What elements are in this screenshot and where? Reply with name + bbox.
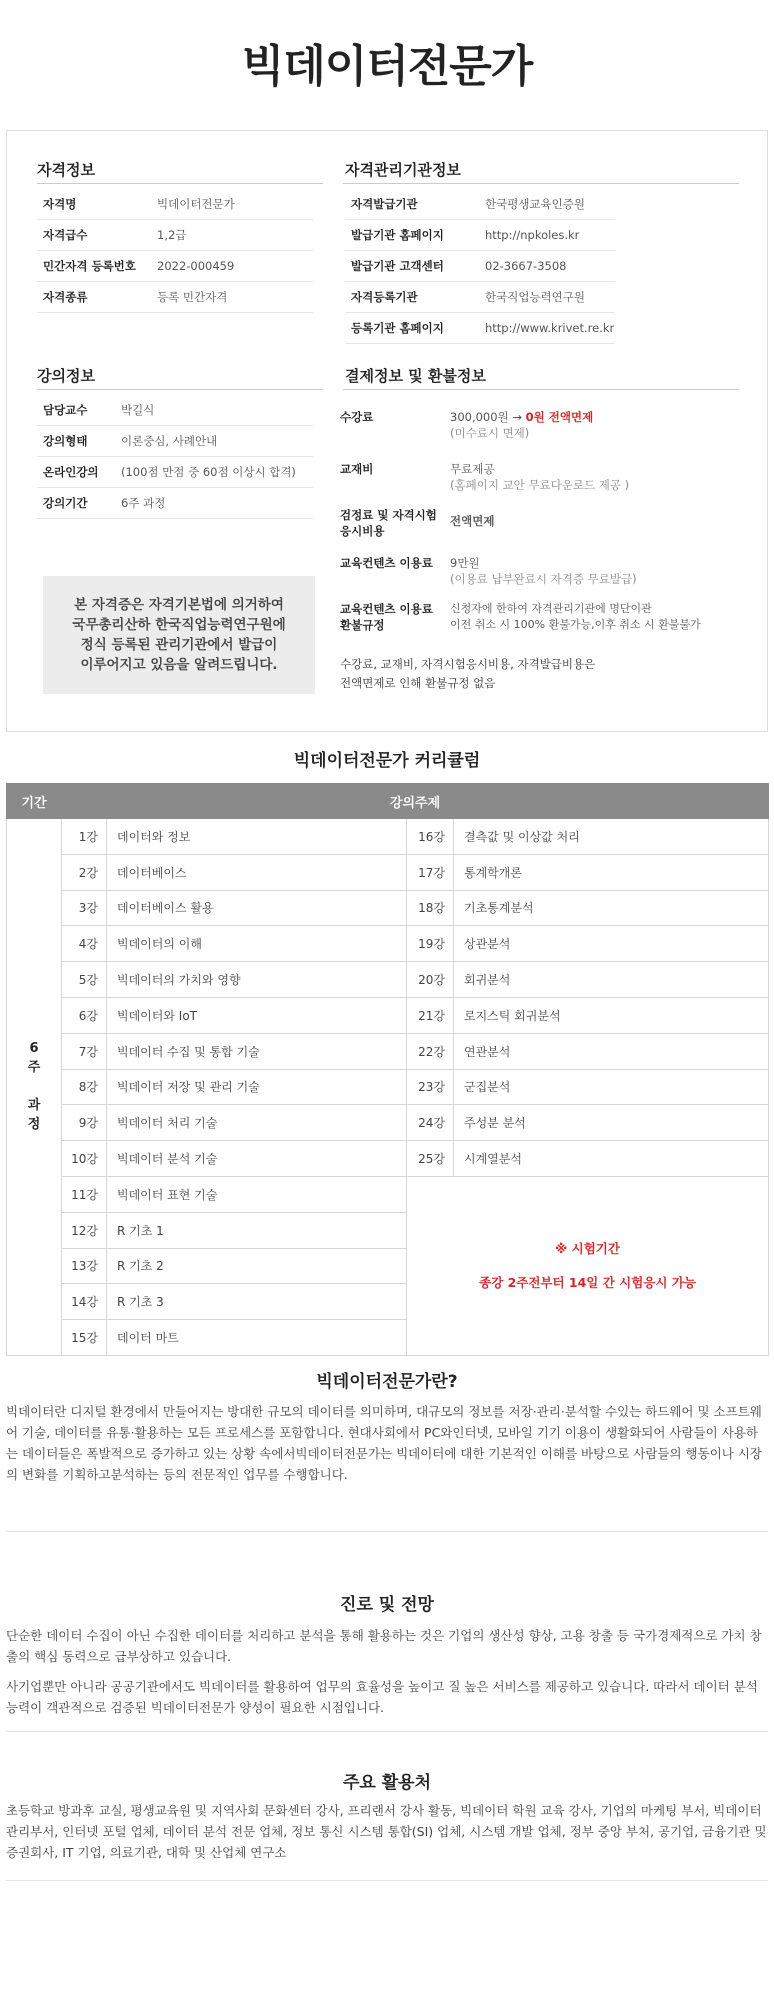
refund-row bbox=[340, 601, 760, 635]
row-value: 박길식 bbox=[121, 403, 155, 417]
lecture-number: 24강 bbox=[407, 1105, 454, 1141]
notice-box bbox=[43, 576, 315, 694]
row-label: 자격명 bbox=[43, 197, 77, 211]
career-paragraph: 단순한 데이터 수집이 아닌 수집한 데이터를 처리하고 분석을 통해 활용하는 것은 기업의 생산성 향상, 고용 창출 등 국가경제적으로 가치 창출의 핵심 동력으로 급부상하고 있습니다. bbox=[6, 1628, 762, 1664]
row-label: 등록기관 홈페이지 bbox=[351, 321, 444, 335]
notice-line: 정식 등록된 관리기관에서 발급이 bbox=[80, 637, 278, 653]
row-label: 자격종류 bbox=[43, 290, 88, 304]
lecture-number: 10강 bbox=[62, 1141, 107, 1177]
lecture-number: 15강 bbox=[62, 1320, 107, 1356]
lecture-topic: 데이터베이스 bbox=[107, 854, 407, 890]
usage-title: 주요 활용처 bbox=[342, 1773, 432, 1793]
row-value: 2022-000459 bbox=[157, 259, 235, 273]
lecture-number: 2강 bbox=[62, 854, 107, 890]
content-fee-label: 교육컨텐츠 이용료 bbox=[340, 556, 433, 570]
row-value: 이론중심, 사례안내 bbox=[121, 434, 218, 448]
agency-row bbox=[345, 282, 615, 313]
cert-row bbox=[37, 220, 313, 251]
exam-period-title: ※ 시험기간 bbox=[555, 1240, 620, 1256]
table-header-row bbox=[7, 784, 769, 819]
exam-fee-row bbox=[340, 507, 760, 541]
row-value: (100점 만점 중 60점 이상시 합격) bbox=[121, 465, 296, 479]
period-text bbox=[7, 1077, 61, 1096]
exam-fee-label-line: 응시비용 bbox=[340, 524, 385, 538]
table-row bbox=[7, 854, 769, 890]
content-fee-row bbox=[340, 555, 760, 589]
lecture-topic: 데이터와 정보 bbox=[107, 819, 407, 855]
period-text: 정 bbox=[27, 1117, 41, 1133]
table-row bbox=[7, 1176, 769, 1212]
divider bbox=[6, 1880, 768, 1881]
row-label: 발급기관 홈페이지 bbox=[351, 228, 444, 242]
row-label: 민간자격 등록번호 bbox=[43, 259, 136, 273]
tuition-price: 300,000원 bbox=[450, 410, 509, 424]
content-fee-value bbox=[450, 555, 637, 587]
cert-row bbox=[37, 189, 313, 220]
row-value: 한국평생교육인증원 bbox=[485, 197, 585, 211]
row-label: 강의형태 bbox=[43, 434, 88, 448]
lecture-number: 4강 bbox=[62, 926, 107, 962]
table-row bbox=[7, 997, 769, 1033]
row-label: 온라인강의 bbox=[43, 465, 99, 479]
payment-info-heading: 결제정보 및 환불정보 bbox=[345, 367, 486, 385]
exam-fee-label-line: 검정료 및 자격시험 bbox=[340, 508, 437, 522]
refund-note bbox=[340, 655, 740, 693]
lecture-topic: 빅데이터 저장 및 관리 기술 bbox=[107, 1069, 407, 1105]
lecture-number: 22강 bbox=[407, 1033, 454, 1069]
arrow-icon: → bbox=[512, 410, 522, 424]
tuition-note: (미수료시 면제) bbox=[450, 426, 530, 440]
lecture-number: 18강 bbox=[407, 890, 454, 926]
lecture-number: 5강 bbox=[62, 962, 107, 998]
table-row bbox=[7, 1069, 769, 1105]
tuition-free-text: 0원 전액면제 bbox=[525, 410, 594, 424]
usage-paragraph: 초등학교 방과후 교실, 평생교육원 및 지역사회 문화센터 강사, 프리랜서 강사 활동, 빅데이터 학원 교육 강사, 기업의 마케팅 부서, 빅데이터 관리부서, 인터넷 포털 업체, 데이터 분석 전문 업체, 정보 통신 시스템 통합(SI) 업체, 시스템 개발 업체, 정부 중앙 부처, 공기업, 금융기관 및 증권회사, IT 기업, 의료기관, 대학 및 산업체 연구소 bbox=[6, 1803, 767, 1860]
career-title: 진로 및 전망 bbox=[340, 1595, 434, 1615]
lecture-number: 23강 bbox=[407, 1069, 454, 1105]
notice-line: 본 자격증은 자격기본법에 의거하여 bbox=[74, 597, 284, 613]
divider bbox=[37, 389, 323, 390]
info-box bbox=[6, 130, 768, 732]
lecture-topic: 빅데이터의 이해 bbox=[107, 926, 407, 962]
notice-line: 이루어지고 있음을 알려드립니다. bbox=[80, 657, 278, 673]
row-label: 자격급수 bbox=[43, 228, 88, 242]
exam-period-desc: 종강 2주전부터 14일 간 시험응시 가능 bbox=[479, 1274, 696, 1290]
lecture-topic: 빅데이터 분석 기술 bbox=[107, 1141, 407, 1177]
material-value bbox=[450, 461, 629, 493]
table-row bbox=[7, 819, 769, 855]
table-row bbox=[7, 926, 769, 962]
lecture-number: 21강 bbox=[407, 997, 454, 1033]
notice-line: 국무총리산하 한국직업능력연구원에 bbox=[72, 617, 286, 633]
lecture-info-heading: 강의정보 bbox=[37, 367, 95, 385]
table-row bbox=[7, 1141, 769, 1177]
row-label: 자격등록기관 bbox=[351, 290, 418, 304]
tuition-row bbox=[340, 409, 760, 443]
header-topic: 강의주제 bbox=[62, 784, 769, 819]
refund-label bbox=[340, 601, 450, 633]
table-row bbox=[7, 1033, 769, 1069]
lecture-topic: 로지스틱 회귀분석 bbox=[454, 997, 769, 1033]
lecture-topic: R 기초 2 bbox=[107, 1248, 407, 1284]
lecture-topic: 연관분석 bbox=[454, 1033, 769, 1069]
refund-note-line: 수강료, 교재비, 자격시험응시비용, 자격발급비용은 bbox=[340, 657, 596, 671]
divider bbox=[6, 1731, 768, 1732]
curriculum-body bbox=[7, 819, 769, 1356]
lecture-topic: 주성분 분석 bbox=[454, 1105, 769, 1141]
agency-row bbox=[345, 251, 615, 282]
lecture-number: 25강 bbox=[407, 1141, 454, 1177]
table-row bbox=[7, 890, 769, 926]
lecture-row bbox=[37, 488, 313, 519]
period-text: 주 bbox=[27, 1060, 41, 1076]
divider bbox=[343, 389, 739, 390]
lecture-topic: 데이터 마트 bbox=[107, 1320, 407, 1356]
lecture-number: 7강 bbox=[62, 1033, 107, 1069]
divider bbox=[343, 183, 739, 184]
lecture-topic: R 기초 3 bbox=[107, 1284, 407, 1320]
lecture-topic: 회귀분석 bbox=[454, 962, 769, 998]
refund-value-line: 신청자에 한하여 자격관리기관에 명단이관 bbox=[450, 602, 652, 615]
cert-row bbox=[37, 251, 313, 282]
lecture-topic: 기초통계분석 bbox=[454, 890, 769, 926]
refund-note-line: 전액면제로 인해 환불규정 없음 bbox=[340, 676, 496, 690]
row-value: 등록 민간자격 bbox=[157, 290, 228, 304]
exam-fee-label bbox=[340, 507, 450, 539]
content-fee-amount: 9만원 bbox=[450, 556, 480, 570]
lecture-topic: 군집분석 bbox=[454, 1069, 769, 1105]
lecture-topic: 빅데이터 수집 및 통합 기술 bbox=[107, 1033, 407, 1069]
lecture-number: 12강 bbox=[62, 1212, 107, 1248]
period-text: 과 bbox=[27, 1098, 41, 1114]
table-row bbox=[7, 962, 769, 998]
lecture-number: 20강 bbox=[407, 962, 454, 998]
material-label: 교재비 bbox=[340, 462, 374, 476]
lecture-row bbox=[37, 395, 313, 426]
agency-row bbox=[345, 220, 615, 251]
row-value: 6주 과정 bbox=[121, 496, 166, 510]
row-value: 한국직업능력연구원 bbox=[485, 290, 585, 304]
about-title: 빅데이터전문가란? bbox=[316, 1372, 458, 1392]
refund-value-line: 이전 취소 시 100% 환불가능,이후 취소 시 환불불가 bbox=[450, 618, 701, 631]
lecture-topic: R 기초 1 bbox=[107, 1212, 407, 1248]
page-title: 빅데이터전문가 bbox=[241, 41, 533, 92]
refund-label-line: 교육컨텐츠 이용료 bbox=[340, 602, 433, 616]
tuition-value bbox=[450, 409, 593, 441]
material-row bbox=[340, 461, 760, 495]
content-fee-note: (이용료 납부완료시 자격증 무료발급) bbox=[450, 572, 637, 586]
period-text: 6 bbox=[29, 1041, 39, 1057]
lecture-number: 14강 bbox=[62, 1284, 107, 1320]
table-row bbox=[7, 1105, 769, 1141]
row-value: 빅데이터전문가 bbox=[157, 197, 235, 211]
divider bbox=[6, 1531, 768, 1532]
agency-info-heading: 자격관리기관정보 bbox=[345, 161, 461, 179]
curriculum-table bbox=[6, 783, 769, 1356]
lecture-topic: 데이터베이스 활용 bbox=[107, 890, 407, 926]
registry-homepage-link[interactable]: http://www.krivet.re.kr bbox=[485, 321, 615, 335]
row-value: 02-3667-3508 bbox=[485, 259, 567, 273]
agency-homepage-link[interactable]: http://npkoles.kr bbox=[485, 228, 580, 242]
lecture-topic: 빅데이터 처리 기술 bbox=[107, 1105, 407, 1141]
lecture-number: 1강 bbox=[62, 819, 107, 855]
exam-fee-value: 전액면제 bbox=[450, 514, 495, 528]
lecture-topic: 결측값 및 이상값 처리 bbox=[454, 819, 769, 855]
agency-row bbox=[345, 189, 615, 220]
lecture-number: 11강 bbox=[62, 1176, 107, 1212]
refund-label-line: 환불규정 bbox=[340, 618, 385, 632]
material-free-text: 무료제공 bbox=[450, 462, 495, 476]
row-label: 담당교수 bbox=[43, 403, 88, 417]
lecture-topic: 빅데이터의 가치와 영향 bbox=[107, 962, 407, 998]
lecture-topic: 빅데이터 표현 기술 bbox=[107, 1176, 407, 1212]
cert-row bbox=[37, 282, 313, 313]
lecture-number: 13강 bbox=[62, 1248, 107, 1284]
lecture-number: 6강 bbox=[62, 997, 107, 1033]
tuition-label: 수강료 bbox=[340, 410, 374, 424]
period-cell bbox=[7, 819, 62, 1356]
row-value: 1,2급 bbox=[157, 228, 187, 242]
lecture-number: 9강 bbox=[62, 1105, 107, 1141]
exam-period-cell bbox=[407, 1176, 769, 1355]
divider bbox=[37, 183, 323, 184]
lecture-number: 17강 bbox=[407, 854, 454, 890]
lecture-number: 8강 bbox=[62, 1069, 107, 1105]
career-paragraph: 사기업뿐만 아니라 공공기관에서도 빅데이터를 활용하여 업무의 효율성을 높이고 질 높은 서비스를 제공하고 있습니다. 따라서 데이터 분석능력이 객관적으로 검증된 빅데이터전문가 양성이 필요한 시점입니다. bbox=[6, 1679, 758, 1715]
row-label: 자격발급기관 bbox=[351, 197, 418, 211]
lecture-topic: 시계열분석 bbox=[454, 1141, 769, 1177]
lecture-topic: 빅데이터와 IoT bbox=[107, 997, 407, 1033]
lecture-topic: 상관분석 bbox=[454, 926, 769, 962]
agency-row bbox=[345, 313, 615, 344]
about-paragraph: 빅데이터란 디지털 환경에서 만들어지는 방대한 규모의 데이터를 의미하며, 대규모의 정보를 저장·관리·분석할 수있는 하드웨어 및 소프트웨어 기술, 데이터를 유통·활용하는 모든 프로세스를 포함합니다. 현대사회에서 PC와인터넷, 모바일 기기 이용이 생활화되어 사람들이 사용하는 데이터들은 폭발적으로 증가하고 있는 상황 속에서빅데이터전문가는 빅데이터에 대한 기본적인 이해를 바탕으로 사람들의 행동이나 시장의 변화를 기획하고분석하는 등의 전문적인 업무를 수행합니다. bbox=[6, 1404, 762, 1482]
lecture-topic: 통계학개론 bbox=[454, 854, 769, 890]
row-label: 강의기간 bbox=[43, 496, 88, 510]
lecture-number: 3강 bbox=[62, 890, 107, 926]
header-period: 기간 bbox=[7, 784, 62, 819]
material-note: (홈페이지 교안 무료다운로드 제공 ) bbox=[450, 478, 630, 492]
refund-value bbox=[450, 601, 701, 633]
lecture-number: 16강 bbox=[407, 819, 454, 855]
row-label: 발급기관 고객센터 bbox=[351, 259, 444, 273]
lecture-number: 19강 bbox=[407, 926, 454, 962]
curriculum-title: 빅데이터전문가 커리큘럼 bbox=[293, 751, 481, 771]
lecture-row bbox=[37, 457, 313, 488]
lecture-row bbox=[37, 426, 313, 457]
cert-info-heading: 자격정보 bbox=[37, 161, 95, 179]
